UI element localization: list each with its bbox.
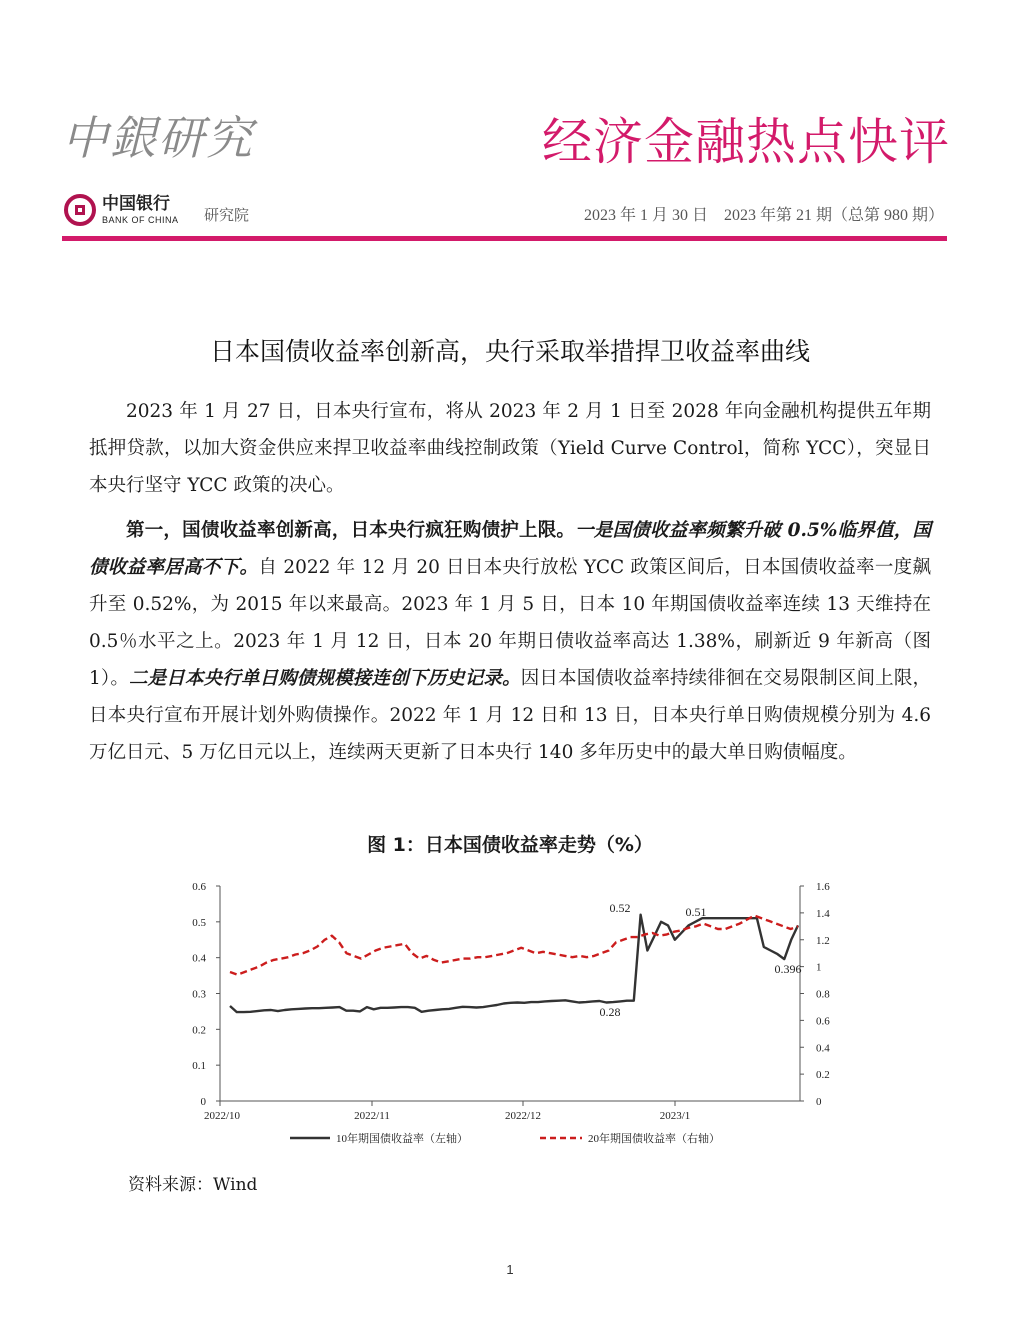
data-annotation: 0.52	[609, 901, 631, 915]
right-tick-label: 1	[816, 961, 822, 974]
x-tick-label: 2022/11	[354, 1110, 390, 1122]
series-20y-line	[230, 916, 798, 975]
institute-label: 研究院	[204, 206, 250, 224]
right-tick-label: 1.4	[816, 907, 830, 920]
right-tick-label: 1.2	[816, 934, 830, 947]
boc-emblem-icon	[64, 194, 96, 226]
x-tick-label: 2022/10	[203, 1110, 241, 1122]
issue-number: 2023 年第 21 期（总第 980 期）	[723, 207, 944, 224]
left-tick-label: 0.2	[192, 1024, 206, 1037]
bank-of-china-logo	[64, 194, 179, 226]
brand-logo: 中銀研究	[62, 111, 254, 165]
paragraph-1-text: 2023 年 1 月 27 日，日本央行宣布，将从 2023 年 2 月 1 日至 2028 年向金融机构提供五年期抵押贷款，以加大资金供应来捍卫收益率曲线控制政策（Yield Curve Control，简称 YCC），突显日本央行坚守 YCC 政策的决心。	[89, 401, 931, 496]
p2-heading: 第一，国债收益率创新高，日本央行疯狂购债护上限。	[126, 520, 576, 541]
report-series-title: 经济金融热点快评	[542, 113, 950, 171]
figure-title: 图 1：日本国债收益率走势（%）	[367, 834, 653, 856]
issue-info	[584, 202, 944, 225]
x-tick-label: 2023/1	[659, 1110, 691, 1122]
issue-date: 2023 年 1 月 30 日	[583, 207, 708, 224]
right-tick-label: 1.6	[816, 881, 830, 893]
legend-label-10y: 10年期国债收益率（左轴）	[336, 1133, 468, 1145]
legend-label-20y: 20年期国债收益率（右轴）	[588, 1133, 720, 1145]
data-annotation: 0.28	[599, 1005, 621, 1019]
p2-point-1: 一是国债收益率频繁升破 0.5%临界值，国债收益率居高不下。	[89, 520, 931, 578]
data-annotation: 0.51	[685, 905, 707, 919]
right-tick-label: 0.2	[816, 1069, 830, 1082]
bank-name-en: BANK OF CHINA	[102, 214, 179, 225]
paragraph-1	[89, 393, 931, 504]
left-tick-label: 0.6	[192, 881, 206, 893]
right-tick-label: 0.8	[816, 988, 830, 1001]
left-tick-label: 0.1	[192, 1060, 206, 1073]
p2-text-2: 因日本国债收益率持续徘徊在交易限制区间上限，日本央行宣布开展计划外购债操作。2022 年 1 月 12 日和 13 日，日本央行单日购债规模分别为 4.6 万亿日元、5 万亿日元以上，连续两天更新了日本央行 140 多年历史中的最大单日购债幅度。	[89, 668, 931, 763]
page-number: 1	[506, 1262, 514, 1277]
data-annotation: 0.396	[774, 962, 802, 976]
right-tick-label: 0.4	[816, 1042, 830, 1055]
figure-source: 资料来源：Wind	[128, 1175, 258, 1195]
right-tick-label: 0.6	[816, 1015, 830, 1028]
x-tick-label: 2022/12	[504, 1110, 542, 1122]
p2-text-1: 自 2022 年 12 月 20 日日本央行放松 YCC 政策区间后，日本国债收益率一度飙升至 0.52%，为 2015 年以来最高。2023 年 1 月 5 日，日本 10 年期国债收益率连续 13 天维持在 0.5％水平之上。2023 年 1 月 12 日，日本 20 年期日债收益率高达 1.38%，刷新近 9 年新高（图 1）。	[89, 557, 931, 689]
header-rule	[62, 236, 947, 241]
left-tick-label: 0	[200, 1096, 206, 1108]
p2-point-2: 二是日本央行单日购债规模接连创下历史记录。	[128, 668, 521, 689]
right-tick-label: 0	[816, 1096, 822, 1108]
yield-chart	[180, 876, 840, 1156]
bank-name-cn: 中国银行	[102, 193, 170, 214]
left-tick-label: 0.3	[192, 988, 206, 1001]
series-10y-line	[230, 915, 798, 1012]
paragraph-2	[89, 512, 931, 771]
left-tick-label: 0.4	[192, 952, 206, 965]
left-tick-label: 0.5	[192, 916, 206, 929]
article-title: 日本国债收益率创新高，央行采取举措捍卫收益率曲线	[209, 337, 810, 366]
